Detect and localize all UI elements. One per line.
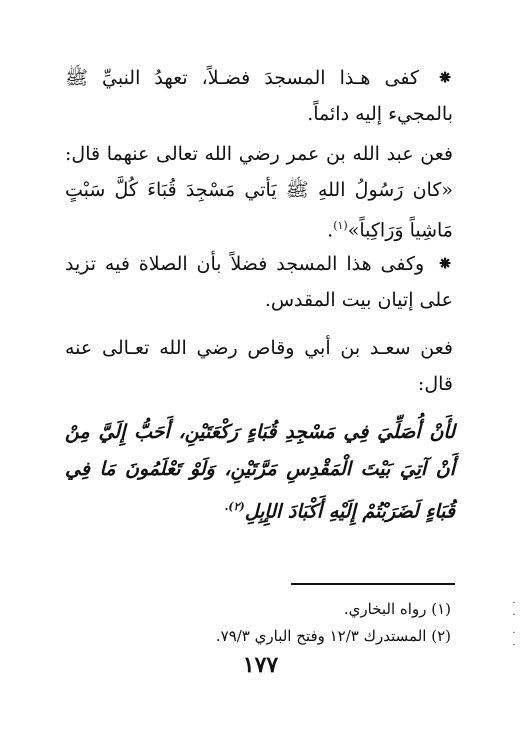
paragraph-1 <box>65 60 453 132</box>
margin-mark-icon: · · <box>512 628 516 651</box>
star-bullet-icon: ⁕ <box>437 253 453 275</box>
paragraph-2: فعن عبد الله بن عمر رضي الله تعالى عنهما قال: «كان رَسُولُ اللهِ ﷺ يَأتي مَسْجِدَ قُبَاءَ كُلَّ سَبْتٍ مَاشِياً وَرَاكِباً»$^{(١)}$. <box>65 143 453 242</box>
footnote-1-number: (١) <box>431 600 451 618</box>
footnote-1 <box>344 598 451 620</box>
paragraph-1-text: كفى هـذا المسجدَ فضـلاً، تعهدُ النبيِّ ﷺ بالمجيء إليه دائماً. <box>65 67 453 125</box>
paragraph-4 <box>65 330 453 402</box>
hadith-calligraphy <box>65 414 455 530</box>
footnote-ref-2: (٢). <box>224 500 245 513</box>
margin-mark-icon: · · <box>512 598 516 621</box>
footnote-divider <box>291 583 455 585</box>
hadith-quote-1: «كان رَسُولُ اللهِ ﷺ يَأتي مَسْجِدَ قُبَاءَ كُلَّ سَبْتٍ مَاشِياً وَرَاكِباً» <box>65 179 453 242</box>
page-number: ١٧٧ <box>242 652 279 678</box>
footnote-1-text: رواه البخاري. <box>343 600 427 618</box>
footnote-2-text: المستدرك ١٢/٣ وفتح الباري ٧٩/٣. <box>215 627 427 645</box>
paragraph-3 <box>65 246 453 318</box>
footnote-2 <box>216 625 451 647</box>
paragraph-3-text: وكفى هذا المسجد فضلاً بأن الصلاة فيه تزيد على إتيان بيت المقدس. <box>65 253 453 311</box>
paragraph-2-intro: فعن عبد الله بن عمر رضي الله تعالى عنهما قال: <box>65 143 453 165</box>
footnote-ref-1: (١) <box>333 219 348 232</box>
star-bullet-icon: ⁕ <box>437 67 453 89</box>
footnote-2-number: (٢) <box>431 627 451 645</box>
paragraph-4-text: فعن سعـد بن أبي وقاص رضي الله تعـالى عنه قال: <box>65 337 453 395</box>
hadith-calligraphy-text: لأَنْ أُصَلِّيَ فِي مَسْجِدِ قُبَاءٍ رَكْعَتَيْنِ، أَحَبُّ إِلَيَّ مِنْ أَنْ آتِيَ بَيْتَ الْمَقْدِسِ مَرَّتَيْنِ، وَلَوْ تَعْلَمُونَ مَا فِي قُبَاءٍ لَضَرَبْتُمْ إِلَيْهِ أَكْبَادَ الإِبِلِ <box>65 421 455 523</box>
